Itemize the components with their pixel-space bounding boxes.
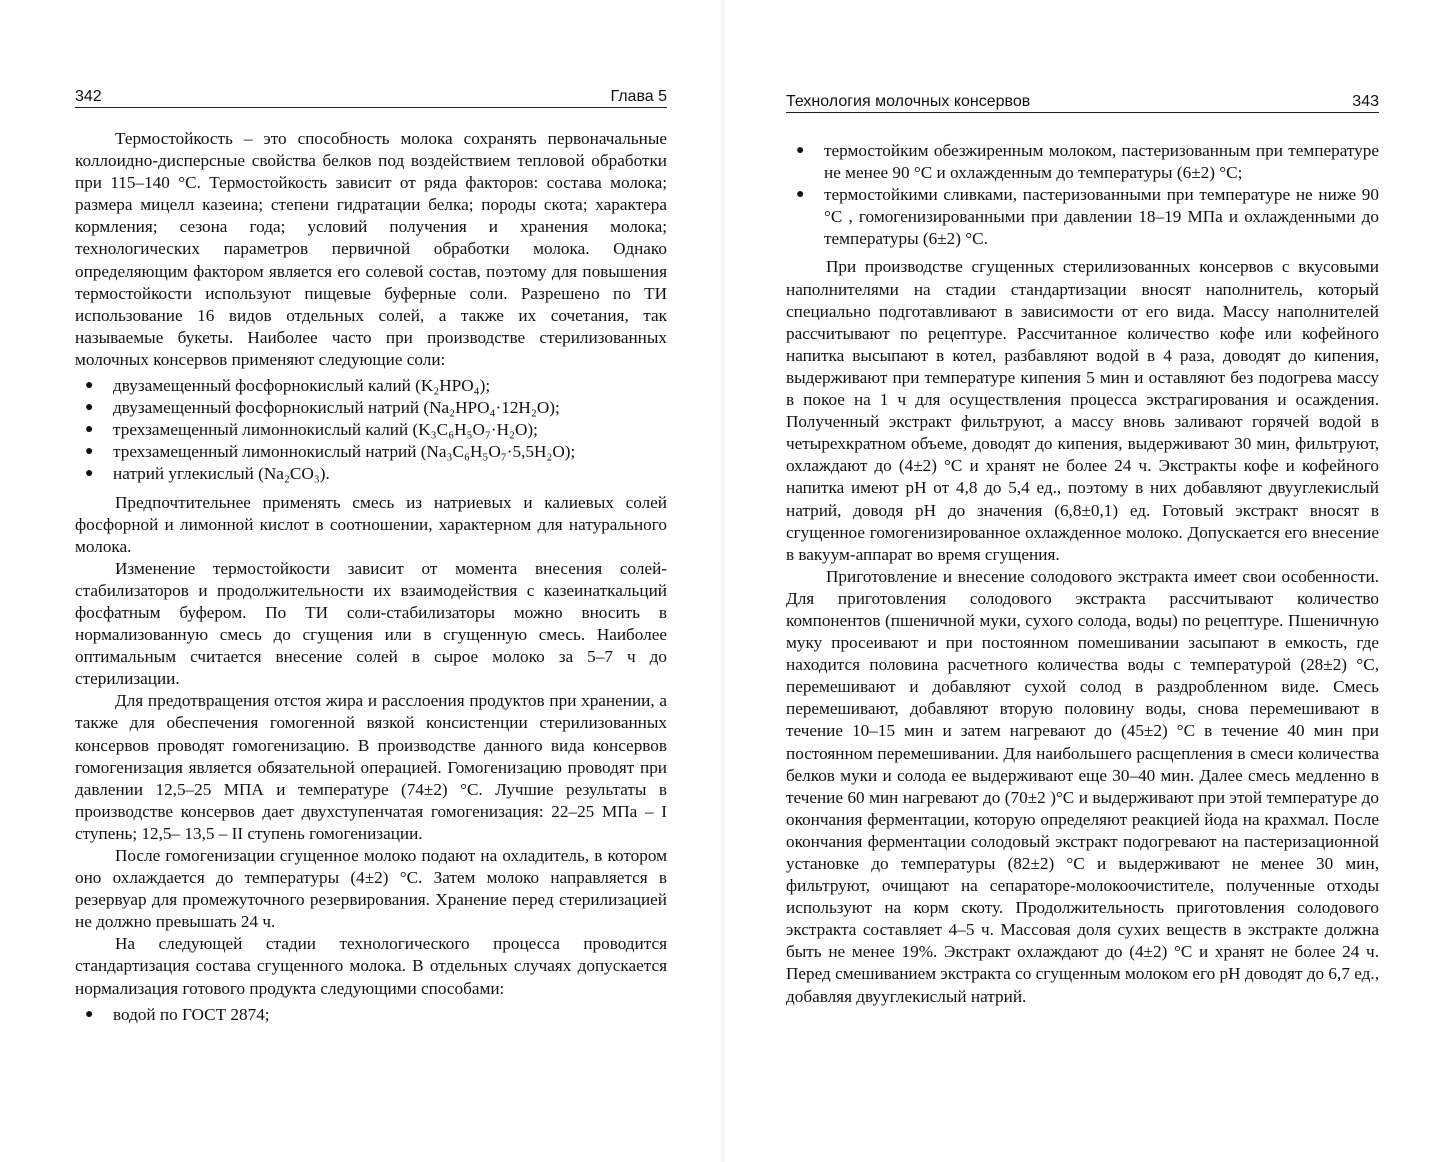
left-page-body — [75, 128, 667, 1032]
right-running-head — [786, 89, 1379, 113]
salts-list — [75, 375, 667, 485]
paragraph: На следующей стадии технологического процесса проводится стандартизация состава сгущенного молока. В отдельных случаях допускается нормализация готового продукта следующими способами: — [75, 934, 667, 998]
list-item: ● термостойким обезжиренным молоком, пастеризованным при температуре не менее 90 °С и охлажденным до температуры (6±2) °С; — [796, 141, 1379, 183]
paragraph: Для предотвращения отстоя жира и расслоения продуктов при хранении, а также для обеспечения гомогенной вязкой консистенции стерилизованных консервов проводят гомогенизацию. В производстве данного вида консервов гомогенизация является обязательной операцией. Гомогенизацию проводят при давлении 12,5–25 МПА и температуре (74±2) °С. Лучшие результаты в производстве консервов дает двухступенчатая гомогенизация: 22–25 МПа – I ступень; 12,5– 13,5 – II ступень гомогенизации. — [75, 691, 667, 843]
list-item: ● термостойкими сливками, пастеризованными при температуре не ниже 90 °С , гомогенизированными при давлении 18–19 МПа и охлажденными до температуры (6±2) °С. — [796, 185, 1379, 249]
page-number: 343 — [1352, 93, 1379, 110]
book-gutter — [720, 0, 726, 1162]
paragraph: Приготовление и внесение солодового экстракта имеет свои особенности. Для приготовления солодового экстракта рассчитывают количество компонентов (пшеничной муки, сухого солода, воды) по рецептуре. Пшеничную муку просеивают и при постоянном помешивании засыпают в емкость, где находится половина расчетного количества воды с температурой (28±2) °С, перемешивают и добавляют сухой солод в раздробленном виде. Смесь перемешивают, добавляют вторую половину воды, снова перемешивают в течение 10–15 мин и затем нагревают до (45±2) °С в течение 40 мин при постоянном перемешивании. Для наибольшего расщепления в смеси количества белков муки и солода ее выдерживают еще 30–40 мин. Далее смесь медленно в течение 60 мин нагревают до (70±2 )°С и выдерживают при этой температуре до окончания ферментации, которую определяют реакцией йода на крахмал. После окончания ферментации солодовый экстракт подогревают на пастеризационной установке до температуры (82±2) °С и выдерживают не менее 30 мин, фильтруют, очищают на сепараторе-молокоочистителе, полученные отходы используют на корм скоту. Продолжительность приготовления солодового экстракта составляет 4–5 ч. Массовая доля сухих веществ в экстракте должна быть не менее 19%. Экстракт охлаждают до (4±2) °С и хранят не более 24 ч. Перед смешиванием экстракта со сгущенным молоком его pH доводят до 6,7 ед., добавляя двууглекислый натрий. — [786, 566, 1379, 1006]
paragraph: При производстве сгущенных стерилизованных консервов с вкусовыми наполнителями на стадии стандартизации вносят наполнитель, который специально подготавливают в зависимости от его вида. Массу наполнителей рассчитывают по рецептуре. Рассчитанное количество кофе или кофейного напитка высыпают в котел, разбавляют водой в 4 раза, доводят до кипения, выдерживают при температуре кипения 5 мин и оставляют без подогрева массу в покое на 1 ч для осуществления процесса экстрагирования и осаждения. Полученный экстракт фильтруют, а массу вновь заливают горячей водой в четырехкратном объеме, доводят до кипения, выдерживают 30 мин, фильтруют, охлаждают до (4±2) °С и хранят не более 24 ч. Экстракты кофе и кофейного напитка имеют pH от 4,8 до 5,4 ед., поэтому в них добавляют двууглекислый натрий, доводя pH до значения (6,8±0,1) ед. Готовый экстракт вносят в сгущенное гомогенизированное охлажденное молоко. Допускается его внесение в вакуум-аппарат во время сгущения. — [786, 257, 1379, 564]
bullet-icon: ● — [85, 422, 94, 438]
list-item: ● трехзамещенный лимоннокислый натрий (Na₃C₆H₅O₇·5,5H₂O); — [75, 441, 667, 463]
running-title: Технология молочных консервов — [786, 93, 1031, 110]
methods-list — [75, 1004, 667, 1026]
bullet-icon: ● — [796, 187, 805, 203]
chapter-title: Глава 5 — [610, 88, 667, 105]
bullet-icon: ● — [85, 400, 94, 416]
page-number: 342 — [75, 88, 102, 105]
right-page-body — [786, 140, 1379, 1008]
list-item: ● двузамещенный фосфорнокислый натрий (Na₂HPO₄·12H₂O); — [75, 397, 667, 419]
list-item: ● двузамещенный фосфорнокислый калий (K₂HPO₄); — [75, 375, 667, 397]
paragraph: Предпочтительнее применять смесь из натриевых и калиевых солей фосфорной и лимонной кислот в соотношении, характерном для натурального молока. — [75, 492, 667, 556]
methods-list-continued — [786, 140, 1379, 250]
bullet-icon: ● — [85, 1006, 94, 1022]
list-item: ● трехзамещенный лимоннокислый калий (K₃C₆H₅O₇·H₂O); — [75, 419, 667, 441]
list-item: ● натрий углекислый (Na₂CO₃). — [75, 463, 667, 485]
paragraph: Изменение термостойкости зависит от момента внесения солей-стабилизаторов и продолжительности их взаимодействия с казеинаткальций фосфатным буфером. По ТИ соли-стабилизаторы можно вносить в нормализованную смесь до сгущения или в сгущенную смесь. Наиболее оптимальным считается внесение солей в сырое молоко за 5–7 ч до стерилизации. — [75, 558, 667, 689]
list-item: ● водой по ГОСТ 2874; — [75, 1004, 667, 1026]
left-running-head — [75, 84, 667, 108]
bullet-icon: ● — [85, 378, 94, 394]
bullet-icon: ● — [85, 466, 94, 482]
paragraph: Термостойкость – это способность молока сохранять первоначальные коллоидно-дисперсные свойства белков под воздействием тепловой обработки при 115–140 °С. Термостойкость зависит от ряда факторов: состава молока; размера мицелл казеина; степени гидратации белка; породы скота; характера кормления; сезона года; условий получения и хранения молока; технологических параметров первичной обработки молока. Однако определяющим фактором является его солевой состав, поэтому для повышения термостойкости используют пищевые буферные соли. Разрешено по ТИ использование 16 видов отдельных солей, а также их сочетания, так называемые букеты. Наиболее часто при производстве стерилизованных молочных консервов применяют следующие соли: — [75, 129, 667, 369]
paragraph: После гомогенизации сгущенное молоко подают на охладитель, в котором оно охлаждается до температуры (4±2) °С. Затем молоко направляется в резервуар для промежуточного резервирования. Хранение перед стерилизацией не должно превышать 24 ч. — [75, 846, 667, 932]
bullet-icon: ● — [85, 444, 94, 460]
bullet-icon: ● — [796, 143, 805, 158]
